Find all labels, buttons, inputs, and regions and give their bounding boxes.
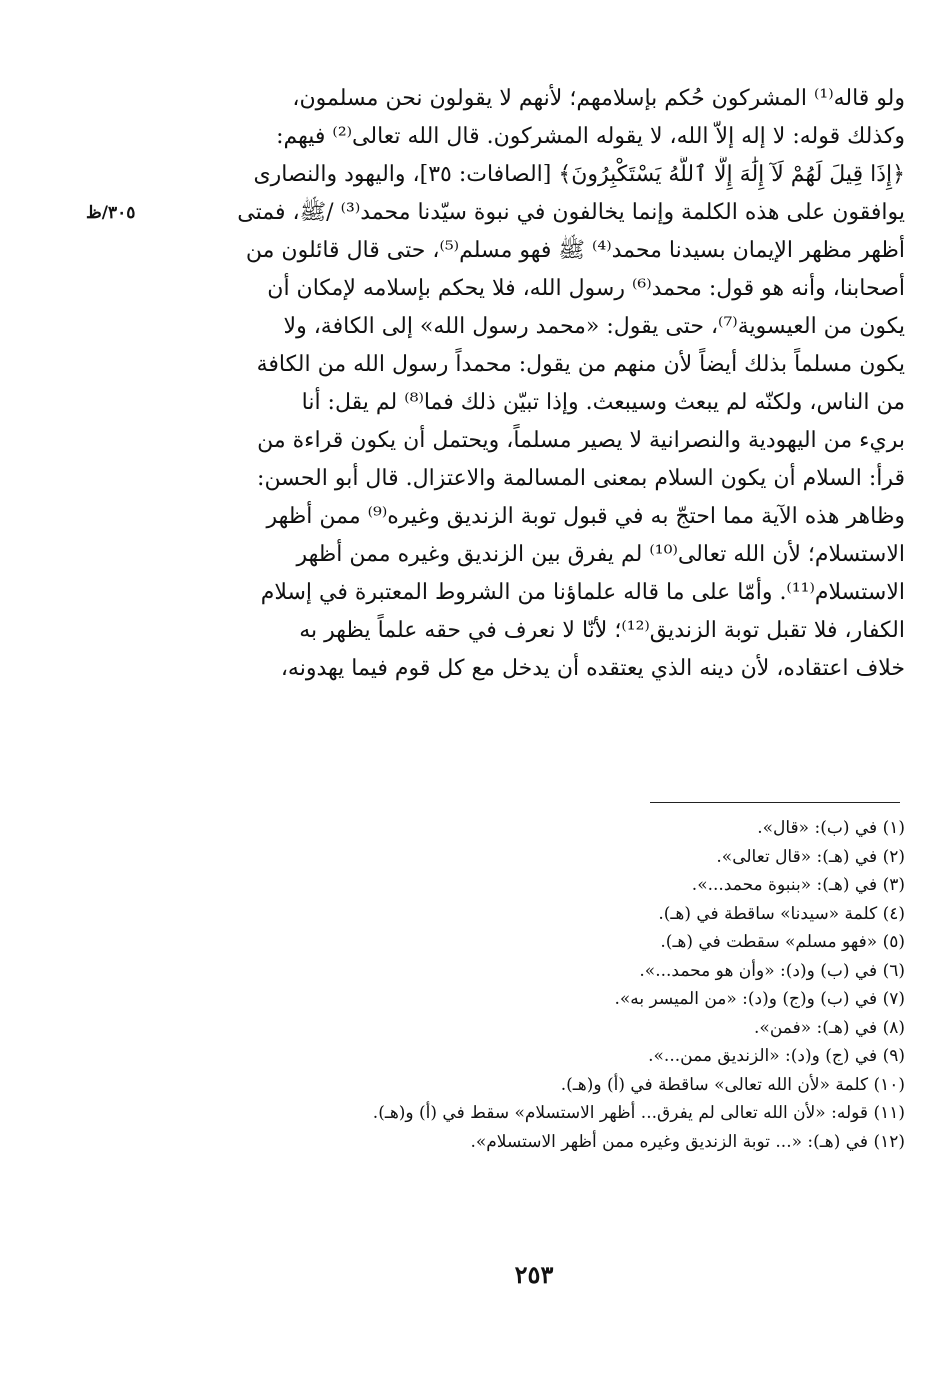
text-line: وكذلك قوله: لا إله إلاّ الله، لا يقوله المشركون. قال الله تعالى⁽²⁾ فيهم: [276,124,905,149]
page-number: ٢٥٣ [514,1260,554,1289]
manuscript-folio-note: ٣٠٥/ظ [86,203,136,223]
text-line: قرأ: السلام أن يكون السلام بمعنى المسالمة والاعتزال. قال أبو الحسن: [257,466,905,491]
footnote-item: (٢) في (هـ): «قال تعالى». [716,846,905,867]
text-line: الاستسلام؛ لأن الله تعالى⁽¹⁰⁾ لم يفرق بين الزنديق وغيره ممن أظهر [296,542,905,567]
text-line: يكون مسلماً بذلك أيضاً لأن منهم من يقول: محمداً رسول الله من الكافة [256,352,905,377]
footnote-item: (٨) في (هـ): «فمن». [754,1017,905,1038]
text-line: يكون من العيسوية⁽⁷⁾، حتى يقول: «محمد رسول الله» إلى الكافة، ولا [283,314,905,339]
footnote-item: (٥) «فهو مسلم» سقطت في (هـ). [660,932,905,952]
footnote-item: (٣) في (هـ): «بنبوة محمد...». [691,875,905,895]
footnote-item: (١) في (ب): «قال». [757,818,905,838]
footnote-divider [650,802,900,803]
text-line: أصحابنا، وأنه هو قول: محمد⁽⁶⁾ رسول الله، فلا يحكم بإسلامه لإمكان أن [267,276,905,301]
footnote-item: (١١) قوله: «لأن الله تعالى لم يفرق... أظهر الاستسلام» سقط في (أ) و(هـ). [372,1103,905,1123]
text-line: خلاف اعتقاده، لأن دينه الذي يعتقده أن يدخل مع كل قوم فيما يهدونه، [280,656,905,681]
text-line: بريء من اليهودية والنصرانية لا يصير مسلماً، ويحتمل أن يكون قراءة من [257,428,905,453]
text-line: وظاهر هذه الآية مما احتجّ به في قبول توبة الزنديق وغيره⁽⁹⁾ ممن أظهر [266,504,905,529]
text-line: الاستسلام⁽¹¹⁾. وأمّا على ما قاله علماؤنا من الشروط المعتبرة في إسلام [260,580,905,605]
footnote-item: (٩) في (ج) و(د): «الزنديق ممن...». [648,1046,905,1066]
text-line: الكفار، فلا تقبل توبة الزنديق⁽¹²⁾؛ لأنّا لا نعرف في حقه علماً يظهر به [299,618,905,643]
text-line: ولو قاله⁽¹⁾ المشركون حُكم بإسلامهم؛ لأنهم لا يقولون نحن مسلمون، [292,86,905,111]
footnote-item: (٧) في (ب) و(ج) و(د): «من الميسر به». [614,989,905,1009]
footnotes [230,814,905,1156]
text-line: من الناس، ولكنّه لم يبعث وسيبعث. وإذا تبيّن ذلك فما⁽⁸⁾ لم يقل: أنا [301,390,905,415]
footnote-item: (٦) في (ب) و(د): «وأن هو محمد...». [639,960,905,981]
footnote-item: (١٢) في (هـ): «... توبة الزنديق وغيره ممن أظهر الاستسلام». [470,1131,905,1152]
footnote-item: (١٠) كلمة «لأن الله تعالى» ساقطة في (أ) و(هـ). [560,1074,905,1095]
footnote-item: (٤) كلمة «سيدنا» ساقطة في (هـ). [658,903,905,924]
text-line: ﴿إِذَا قِيلَ لَهُمْ لَآ إِلَٰهَ إِلَّا ٱللَّهُ يَسْتَكْبِرُونَ﴾ [الصافات: ٣٥]، واليهود والنصارى [253,162,905,187]
text-line: أظهر مظهر الإيمان بسيدنا محمد⁽⁴⁾ ﷺ فهو مسلم⁽⁵⁾، حتى قال قائلون من [245,238,905,263]
main-text [155,80,905,688]
text-line: يوافقون على هذه الكلمة وإنما يخالفون في نبوة سيّدنا محمد⁽³⁾ /ﷺ، فمتى [237,200,905,225]
